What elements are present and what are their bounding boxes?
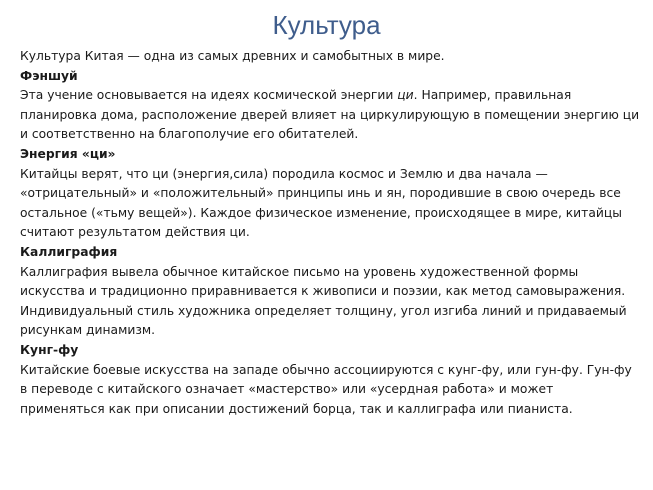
heading-qi: Энергия «ци» xyxy=(20,146,116,161)
slide-body xyxy=(20,47,640,419)
heading-calligraphy: Каллиграфия xyxy=(20,244,118,259)
slide-title: Культура xyxy=(272,10,381,40)
intro-paragraph: Культура Китая — одна из самых древних и самобытных в мире. xyxy=(20,49,445,63)
paragraph-kungfu: Китайские боевые искусства на западе обычно ассоциируются с кунг-фу, или гун-фу. Гун-фу в переводе с китайского означает «мастерство» или «усердная работа» и может применяться как при описании достижений борца, так и каллиграфа или пианиста. xyxy=(20,362,632,416)
paragraph-qi: Китайцы верят, что ци (энергия,сила) породила космос и Землю и два начала — «отрицательный» и «положительный» принципы инь и ян, породившие в свою очередь все остальное («тьму вещей»). Каждое физическое изменение, происходящее в мире, китайцы считают результатом действия ци. xyxy=(20,166,622,240)
fengshui-qi-emphasis: ци xyxy=(397,88,414,103)
heading-kungfu: Кунг-фу xyxy=(20,342,79,357)
heading-fengshui: Фэншуй xyxy=(20,68,78,83)
fengshui-text-end: . Например, правильная планировка дома, расположение дверей влияет на циркулирующую в помещении энергию ци и соответственно на благополучие его обитателей. xyxy=(20,88,640,142)
fengshui-text-start: Эта учение основывается на идеях космической энергии xyxy=(20,88,398,103)
paragraph-fengshui xyxy=(20,86,640,145)
paragraph-calligraphy: Каллиграфия вывела обычное китайское письмо на уровень художественной формы искусства и традиционно приравнивается к живописи и поэзии, как метод самовыражения. Индивидуальный стиль художника определяет толщину, угол изгиба линий и придаваемый рисункам динамизм. xyxy=(20,264,627,338)
